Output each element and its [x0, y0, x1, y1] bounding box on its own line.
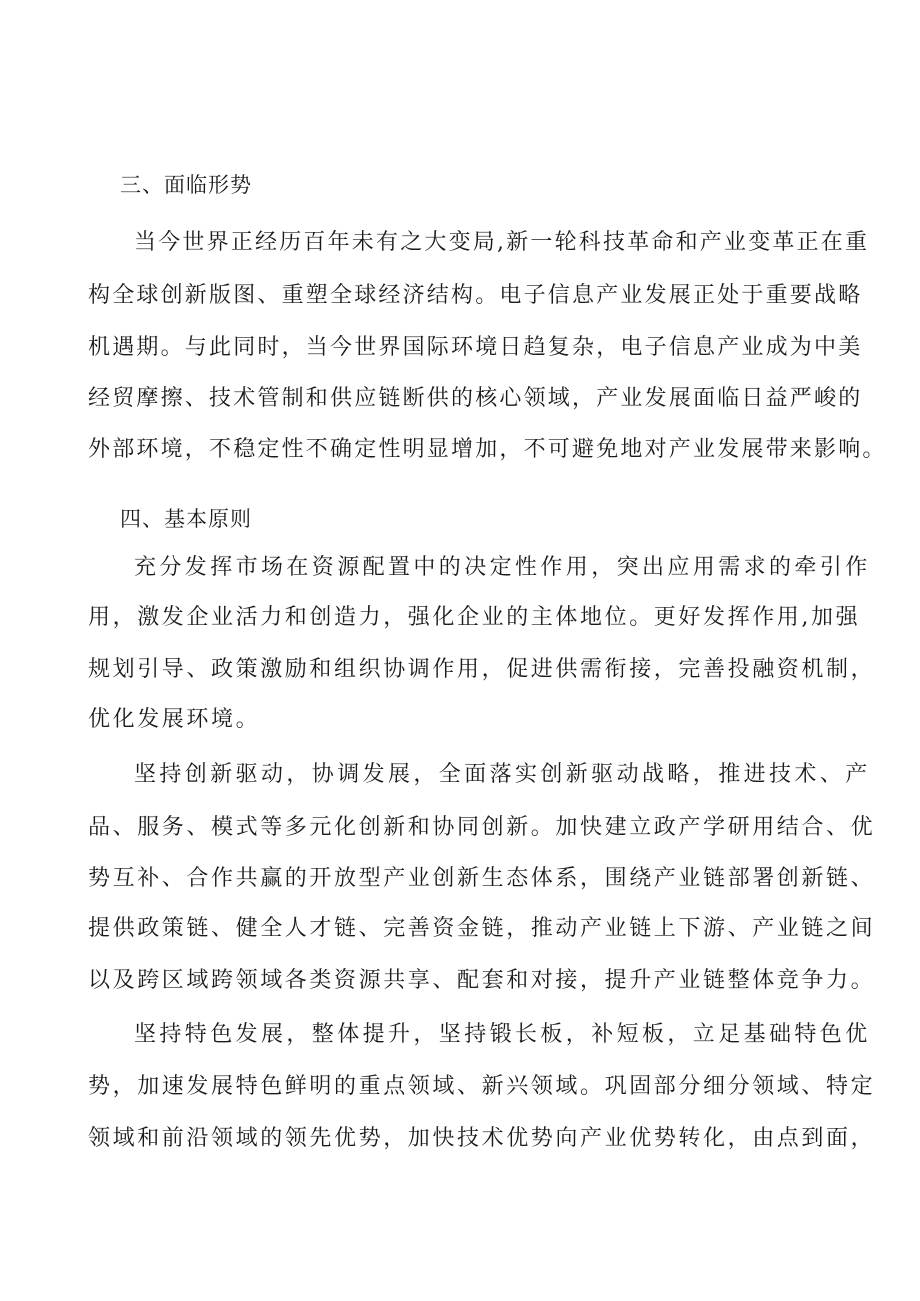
- paragraph-line: 势互补、合作共赢的开放型产业创新生态体系，围绕产业链部署创新链、: [88, 866, 876, 891]
- paragraph-line: 优化发展环境。: [88, 707, 261, 732]
- paragraph-line: 以及跨区域跨领域各类资源共享、配套和对接，提升产业链整体竞争力。: [88, 968, 876, 993]
- paragraph-line: 构全球创新版图、重塑全球经济结构。电子信息产业发展正处于重要战略: [88, 283, 863, 308]
- section-heading-4: 四、基本原则: [120, 507, 252, 531]
- paragraph-line: 充分发挥市场在资源配置中的决定性作用，突出应用需求的牵引作: [134, 555, 871, 580]
- paragraph-line: 机遇期。与此同时，当今世界国际环境日趋复杂，电子信息产业成为中美: [88, 335, 863, 360]
- paragraph-line: 品、服务、模式等多元化创新和协同创新。加快建立政产学研用结合、优: [88, 815, 876, 840]
- paragraph-line: 势，加速发展特色鲜明的重点领域、新兴领域。巩固部分细分领域、特定: [88, 1074, 876, 1099]
- paragraph-line: 提供政策链、健全人才链、完善资金链，推动产业链上下游、产业链之间: [88, 916, 876, 941]
- paragraph-line: 规划引导、政策激励和组织协调作用，促进供需衔接，完善投融资机制，: [88, 657, 876, 682]
- paragraph-line: 外部环境，不稳定性不确定性明显增加，不可避免地对产业发展带来影响。: [88, 437, 887, 462]
- paragraph-line: 坚持创新驱动，协调发展，全面落实创新驱动战略，推进技术、产: [134, 762, 871, 787]
- paragraph-line: 用，激发企业活力和创造力，强化企业的主体地位。更好发挥作用,加强: [88, 605, 861, 630]
- section-heading-3: 三、面临形势: [120, 173, 252, 197]
- paragraph-line: 当今世界正经历百年未有之大变局,新一轮科技革命和产业变革正在重: [134, 230, 870, 255]
- paragraph-line: 领域和前沿领域的领先优势，加快技术优势向产业优势转化，由点到面，: [88, 1126, 876, 1151]
- paragraph-line: 经贸摩擦、技术管制和供应链断供的核心领域，产业发展面临日益严峻的: [88, 386, 863, 411]
- paragraph-line: 坚持特色发展，整体提升，坚持锻长板，补短板，立足基础特色优: [134, 1022, 871, 1047]
